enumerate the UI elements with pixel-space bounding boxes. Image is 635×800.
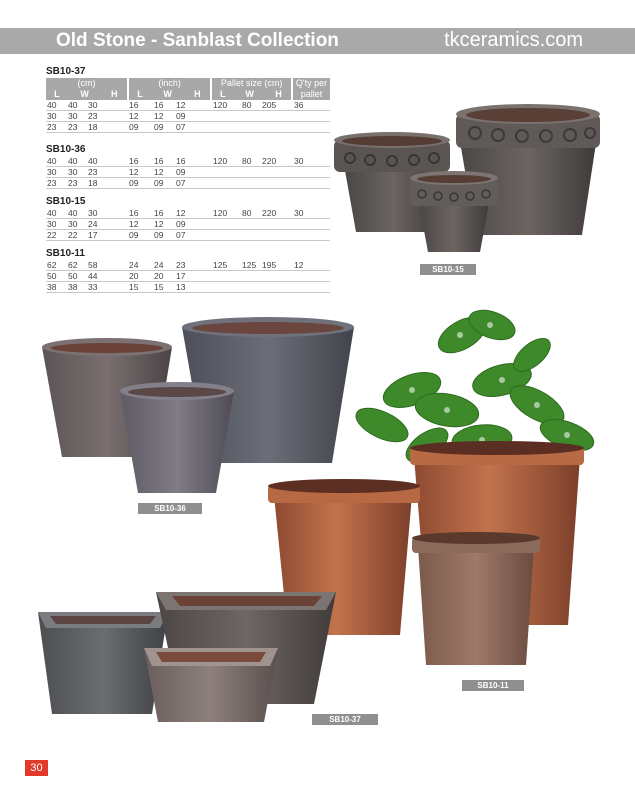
header-bar	[0, 28, 635, 54]
table-cell: 30	[67, 111, 87, 122]
table-cell: 12	[293, 260, 330, 271]
table-cell: 40	[67, 100, 87, 111]
sb10-15-pots-photo	[330, 100, 635, 270]
table-row	[46, 167, 330, 178]
spec-code: SB10-11	[46, 248, 85, 259]
table-cell	[293, 167, 330, 178]
table-cell: 30	[46, 219, 67, 230]
table-cell: 23	[46, 122, 67, 133]
table-cell	[293, 282, 330, 293]
table-cell	[212, 111, 241, 122]
table-cell: 30	[87, 208, 128, 219]
table-cell	[212, 178, 241, 189]
table-cell	[293, 219, 330, 230]
page-number: 30	[25, 760, 48, 776]
table-cell: 12	[128, 167, 153, 178]
table-cell: 09	[128, 122, 153, 133]
table-cell: 30	[67, 219, 87, 230]
product-label-sb10-15: SB10-15	[420, 264, 476, 275]
table-cell: 12	[128, 219, 153, 230]
col-inch-l: L	[129, 89, 151, 100]
table-row	[46, 282, 330, 293]
table-cell	[241, 282, 261, 293]
table-cell: 205	[261, 100, 293, 111]
table-cell	[261, 178, 293, 189]
table-cell	[261, 111, 293, 122]
spec-table-header	[46, 78, 330, 100]
spec-code: SB10-37	[46, 66, 86, 77]
table-cell	[261, 167, 293, 178]
table-cell: 30	[46, 111, 67, 122]
table-cell: 22	[46, 230, 67, 241]
table-cell: 09	[175, 111, 212, 122]
table-cell: 62	[46, 260, 67, 271]
spec-section-sb10-11	[46, 248, 330, 293]
col-cm-w: W	[68, 89, 102, 100]
table-cell	[212, 167, 241, 178]
table-cell: 22	[67, 230, 87, 241]
table-cell: 09	[153, 230, 175, 241]
table-cell: 120	[212, 208, 241, 219]
table-row	[46, 178, 330, 189]
table-cell: 23	[175, 260, 212, 271]
table-cell	[293, 230, 330, 241]
col-cm-h: H	[101, 89, 127, 100]
table-cell: 07	[175, 122, 212, 133]
table-cell: 15	[128, 282, 153, 293]
table-cell: 125	[241, 260, 261, 271]
table-cell	[293, 111, 330, 122]
table-cell: 24	[153, 260, 175, 271]
sb10-37-pots-photo	[34, 590, 344, 725]
table-cell: 80	[241, 208, 261, 219]
table-cell: 23	[67, 122, 87, 133]
table-cell: 36	[293, 100, 330, 111]
table-cell: 38	[46, 282, 67, 293]
table-cell: 15	[153, 282, 175, 293]
table-cell: 23	[46, 178, 67, 189]
table-cell: 125	[212, 260, 241, 271]
table-cell	[212, 282, 241, 293]
table-cell: 38	[67, 282, 87, 293]
group-qty: Q'ty per	[293, 78, 330, 89]
group-inch: (inch)	[129, 78, 210, 89]
group-pallet: Pallet size (cm)	[212, 78, 291, 89]
table-cell	[212, 230, 241, 241]
table-cell: 07	[175, 230, 212, 241]
table-cell: 18	[87, 178, 128, 189]
product-label-sb10-36: SB10-36	[138, 503, 202, 514]
spec-code: SB10-36	[46, 144, 86, 155]
spec-table	[46, 260, 330, 293]
table-cell: 16	[153, 156, 175, 167]
table-cell: 16	[153, 208, 175, 219]
table-cell: 40	[67, 208, 87, 219]
spec-table	[46, 208, 330, 241]
website-url[interactable]: tkceramics.com	[444, 29, 583, 51]
table-row	[46, 208, 330, 219]
table-cell: 12	[128, 111, 153, 122]
table-cell	[241, 167, 261, 178]
col-inch-h: H	[184, 89, 210, 100]
table-cell: 09	[128, 178, 153, 189]
table-cell: 220	[261, 208, 293, 219]
table-cell: 30	[293, 156, 330, 167]
table-cell: 33	[87, 282, 128, 293]
table-cell: 30	[46, 167, 67, 178]
table-cell: 18	[87, 122, 128, 133]
table-cell	[241, 219, 261, 230]
table-cell	[293, 178, 330, 189]
table-cell: 40	[87, 156, 128, 167]
table-row	[46, 219, 330, 230]
table-cell	[241, 111, 261, 122]
table-cell: 58	[87, 260, 128, 271]
group-cm: (cm)	[46, 78, 127, 89]
collection-title: Old Stone - Sanblast Collection	[56, 30, 339, 51]
table-cell: 30	[87, 100, 128, 111]
table-cell	[212, 219, 241, 230]
table-cell: 40	[67, 156, 87, 167]
table-row	[46, 122, 330, 133]
spec-section-sb10-15	[46, 196, 330, 241]
table-cell: 23	[67, 178, 87, 189]
table-cell: 07	[175, 178, 212, 189]
table-cell: 09	[128, 230, 153, 241]
table-cell: 24	[128, 260, 153, 271]
table-cell: 80	[241, 156, 261, 167]
table-cell: 17	[87, 230, 128, 241]
table-cell	[293, 122, 330, 133]
table-row	[46, 230, 330, 241]
table-cell: 195	[261, 260, 293, 271]
table-row	[46, 100, 330, 111]
table-cell: 220	[261, 156, 293, 167]
table-cell	[293, 271, 330, 282]
table-cell: 40	[46, 156, 67, 167]
table-cell	[212, 271, 241, 282]
table-cell: 23	[87, 111, 128, 122]
col-pallet-w: W	[233, 89, 266, 100]
table-cell: 40	[46, 208, 67, 219]
spec-section-sb10-36	[46, 144, 330, 189]
table-cell: 16	[128, 208, 153, 219]
table-cell: 30	[67, 167, 87, 178]
col-qty: pallet	[293, 89, 330, 100]
table-cell	[261, 230, 293, 241]
table-cell	[261, 271, 293, 282]
table-cell: 16	[128, 156, 153, 167]
table-cell: 12	[175, 100, 212, 111]
table-cell: 23	[87, 167, 128, 178]
table-row	[46, 156, 330, 167]
table-cell	[212, 122, 241, 133]
table-cell: 24	[87, 219, 128, 230]
table-cell: 09	[153, 122, 175, 133]
table-cell: 16	[128, 100, 153, 111]
col-pallet-h: H	[266, 89, 291, 100]
product-label-sb10-37: SB10-37	[312, 714, 378, 725]
table-cell: 50	[46, 271, 67, 282]
table-cell: 44	[87, 271, 128, 282]
table-cell: 80	[241, 100, 261, 111]
table-cell: 13	[175, 282, 212, 293]
table-cell: 12	[153, 111, 175, 122]
table-cell	[261, 282, 293, 293]
table-cell: 120	[212, 156, 241, 167]
table-cell: 50	[67, 271, 87, 282]
spec-code: SB10-15	[46, 196, 86, 207]
table-cell: 12	[153, 167, 175, 178]
table-cell	[241, 271, 261, 282]
col-cm-l: L	[46, 89, 68, 100]
table-cell	[241, 230, 261, 241]
table-cell	[261, 122, 293, 133]
table-row	[46, 260, 330, 271]
table-cell	[241, 122, 261, 133]
table-cell: 40	[46, 100, 67, 111]
spec-table	[46, 156, 330, 189]
table-cell: 16	[175, 156, 212, 167]
table-cell: 17	[175, 271, 212, 282]
table-cell: 62	[67, 260, 87, 271]
table-cell: 12	[153, 219, 175, 230]
table-cell: 09	[153, 178, 175, 189]
table-cell: 20	[153, 271, 175, 282]
table-cell: 20	[128, 271, 153, 282]
table-cell: 30	[293, 208, 330, 219]
product-label-sb10-11: SB10-11	[462, 680, 524, 691]
spec-section-sb10-37	[46, 66, 330, 133]
table-cell: 120	[212, 100, 241, 111]
table-cell	[261, 219, 293, 230]
table-cell: 09	[175, 167, 212, 178]
table-cell: 12	[175, 208, 212, 219]
table-cell: 09	[175, 219, 212, 230]
spec-table	[46, 100, 330, 133]
col-pallet-l: L	[212, 89, 233, 100]
table-cell	[241, 178, 261, 189]
table-row	[46, 111, 330, 122]
col-inch-w: W	[151, 89, 185, 100]
table-row	[46, 271, 330, 282]
table-cell: 16	[153, 100, 175, 111]
